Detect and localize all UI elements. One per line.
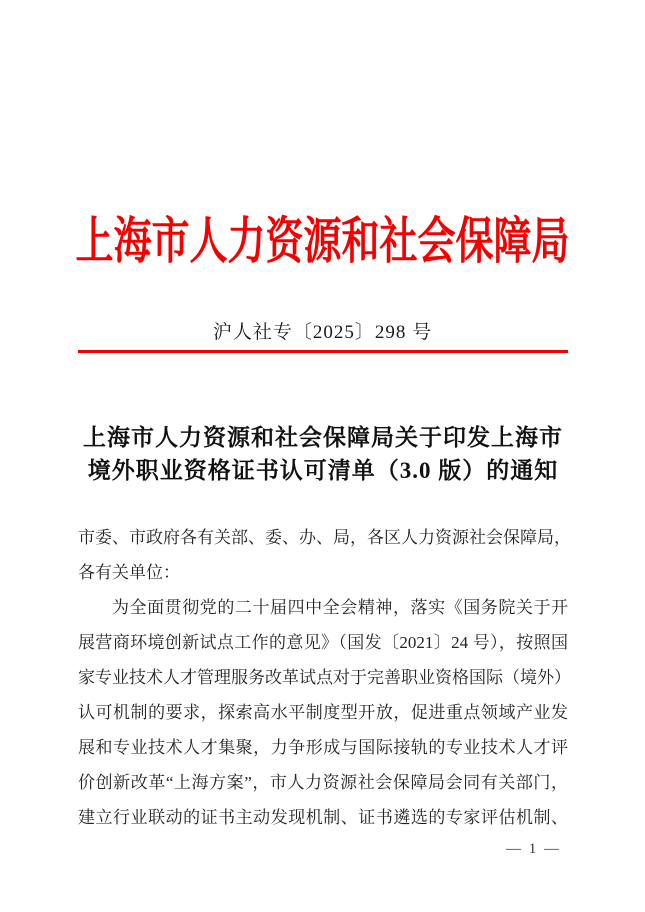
body-line: 为全面贯彻党的二十届四中全会精神，落实《国务院关于开 [112,598,568,617]
body-line: 建立行业联动的证书主动发现机制、证书遴选的专家评估机制、 [78,808,568,827]
body-line: 认可机制的要求，探索高水平制度型开放，促进重点领域产业发 [78,703,568,722]
body-line: 家专业技术人才管理服务改革试点对于完善职业资格国际（境外） [78,668,571,687]
page-number: — 1 — [506,841,561,857]
red-divider-rule [78,350,568,353]
agency-header-title: 上海市人力资源和社会保障局 [75,214,570,270]
body-line: 市委、市政府各有关部、委、办、局，各区人力资源社会保障局， [78,528,571,547]
body-line: 价创新改革“上海方案”，市人力资源社会保障局会同有关部门， [78,773,568,792]
document-title-line: 上海市人力资源和社会保障局关于印发上海市 [83,425,563,450]
document-title [77,421,569,487]
document-title-line: 境外职业资格证书认可清单（3.0 版）的通知 [87,458,559,483]
body-line: 展和专业技术人才集聚，力争形成与国际接轨的专业技术人才评 [78,738,568,757]
document-body [78,520,571,835]
document-number: 沪人社专〔2025〕298 号 [212,322,433,343]
body-line: 展营商环境创新试点工作的意见》（国发〔2021〕24 号），按照国 [78,633,568,652]
body-line-salutation: 各有关单位： [78,563,180,582]
